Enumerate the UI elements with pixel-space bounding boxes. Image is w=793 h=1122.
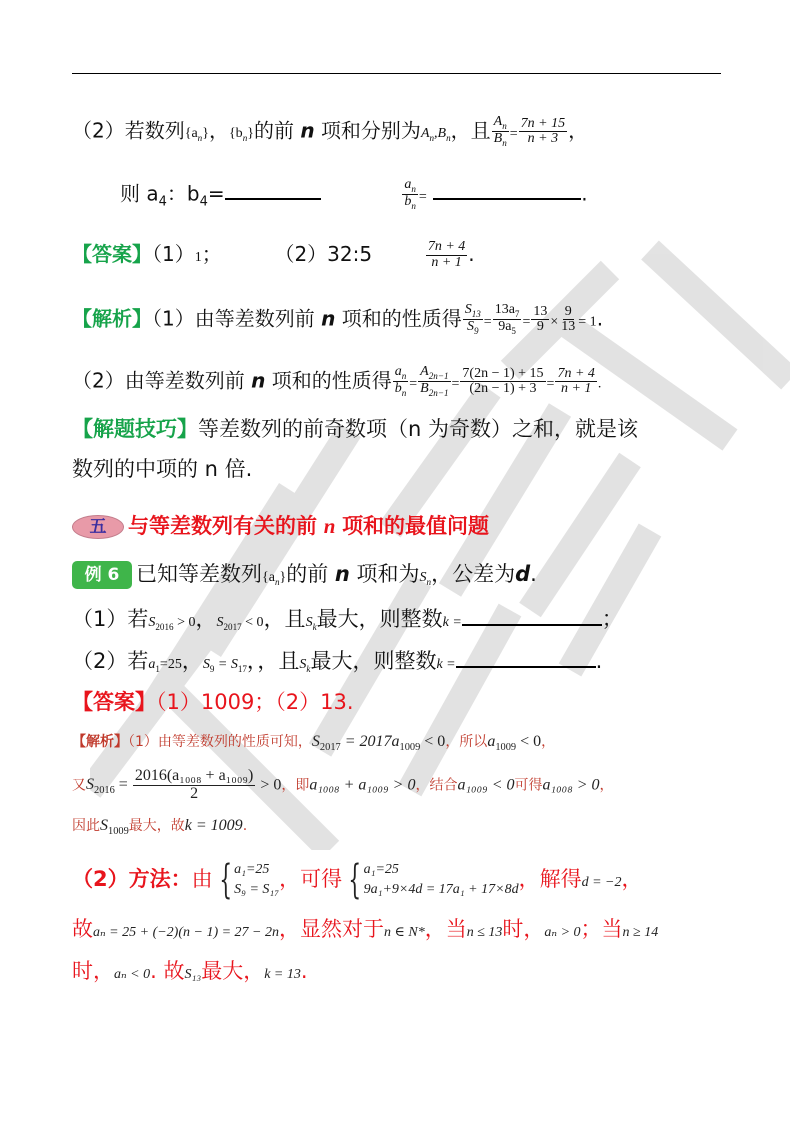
question-2-line: （2）若数列$\{a_n\}$，$\{b_n\}$的前 n 项和分别为$A_n,B_n$，且 $\frac{A_n}{B_n}$ = $\frac{7n + 15}{n + 3}$ ， [72, 114, 589, 149]
solution-6-line-3: 因此$S_{1009}$最大，故k = 1009. [72, 817, 248, 838]
seq-a: $\{a_n\}$ [184, 126, 209, 144]
answer-6-line: 【答案】（1）1009；（2）13. [72, 690, 354, 714]
example-6-q2: （2）若$a_1=25$，$S_9 = S_{17}$，，且$S_k$最大，则整数k = . [72, 646, 602, 683]
example-6-q1: （1）若$S_{2016} > 0$，$S_{2017} < 0$，且$S_k$最大，则整数k = ； [72, 604, 623, 641]
fraction-an-bn-2: $\frac{a_n}{b_n}$ [404, 177, 416, 212]
section-5-header: 五 与等差数列有关的前 n 项和的最值问题 [72, 512, 489, 540]
example-6-line: 例 6 已知等差数列$\{a_n\}$的前 n 项和为$S_n$，公差为d. [72, 560, 537, 596]
sums-ab: $A_n,B_n$ [420, 126, 451, 144]
answer-fraction: $\frac{7n + 4}{n + 1}$ [427, 239, 466, 270]
tip-line-1: 【解题技巧】等差数列的前奇数项（n 为奇数）之和，就是该 [72, 417, 638, 441]
answer-blank-k2[interactable] [456, 646, 596, 668]
fraction-rhs: $\frac{7n + 15}{n + 3}$ [520, 115, 566, 147]
example-badge: 例 6 [72, 561, 132, 589]
question-2b-line: 则 $a_4$：$b_4=$ $\frac{a_n}{b_n}$ = . [120, 177, 588, 212]
answer6-label: 【答案】 [72, 690, 156, 714]
section-number-badge: 五 [72, 515, 124, 539]
analysis-line-2: （2）由等差数列前 n 项和的性质得 $\frac{a_n}{b_n}$ = $\frac{A_{2n-1}}{B_{2n-1}}$ = $\frac{7(2n - 1) + 15}{(2n - 1) + 3}$ = $\frac{7n + 4}{n + 1}$ . [72, 364, 602, 399]
analysis-label: 【解析】 [72, 306, 152, 331]
method-line-1: （2）方法：由 { a₁=25 S₉ = S₁₇ ，可得 { a₁=25 9a₁+9×4d = 17a₁ + 17×8d ，解得d = −2， [72, 857, 643, 903]
answer-blank-k1[interactable] [462, 604, 602, 626]
answer-blank-ratio[interactable] [225, 178, 321, 200]
method-line-2: 故aₙ = 25 + (−2)(n − 1) = 27 − 2n，显然对于n ∈ N*，当n ≤ 13时，aₙ > 0；当n ≥ 14 [72, 917, 659, 941]
method-line-3: 时，aₙ < 0. 故S₁₃最大，k = 13. [72, 959, 308, 983]
solution-6-line-1: 【解析】（1）由等差数列的性质可知，$S_{2017} = 2017a_{1009} < 0$，所以$a_{1009} < 0$， [72, 733, 556, 754]
fraction-an-bn: $\frac{A_n}{B_n}$ [493, 114, 507, 149]
solution-6-line-2: 又$S_{2016}$ = $\frac{\text{2016(a₁₀₀₈ + a₁₀₀₉)}}{2}$ > 0，即a₁₀₀₈ + a₁₀₀₉ > 0，结合a₁₀₀₉ < 0可得a₁₀₀₈ > 0， [72, 767, 614, 802]
answer-line: 【答案】（1）1； （2）32:5 $\frac{7n + 4}{n + 1}$ . [72, 239, 475, 270]
answer-blank-formula[interactable] [433, 178, 581, 200]
tip-label: 【解题技巧】 [72, 417, 198, 441]
seq-b: $\{b_n\}$ [228, 126, 254, 144]
tip-line-2: 数列的中项的 n 倍. [72, 457, 253, 481]
analysis-line-1: 【解析】（1）由等差数列前 n 项和的性质得 $\frac{S_{13}}{S_9}$ = $\frac{13a_7}{9a_5}$ = $\frac{13}{9}$ × $\frac{9}{13}$ = 1. [72, 302, 604, 337]
header-rule [72, 73, 721, 74]
q2-prefix: （2）若数列 [72, 118, 185, 143]
answer-label: 【答案】 [72, 242, 152, 266]
